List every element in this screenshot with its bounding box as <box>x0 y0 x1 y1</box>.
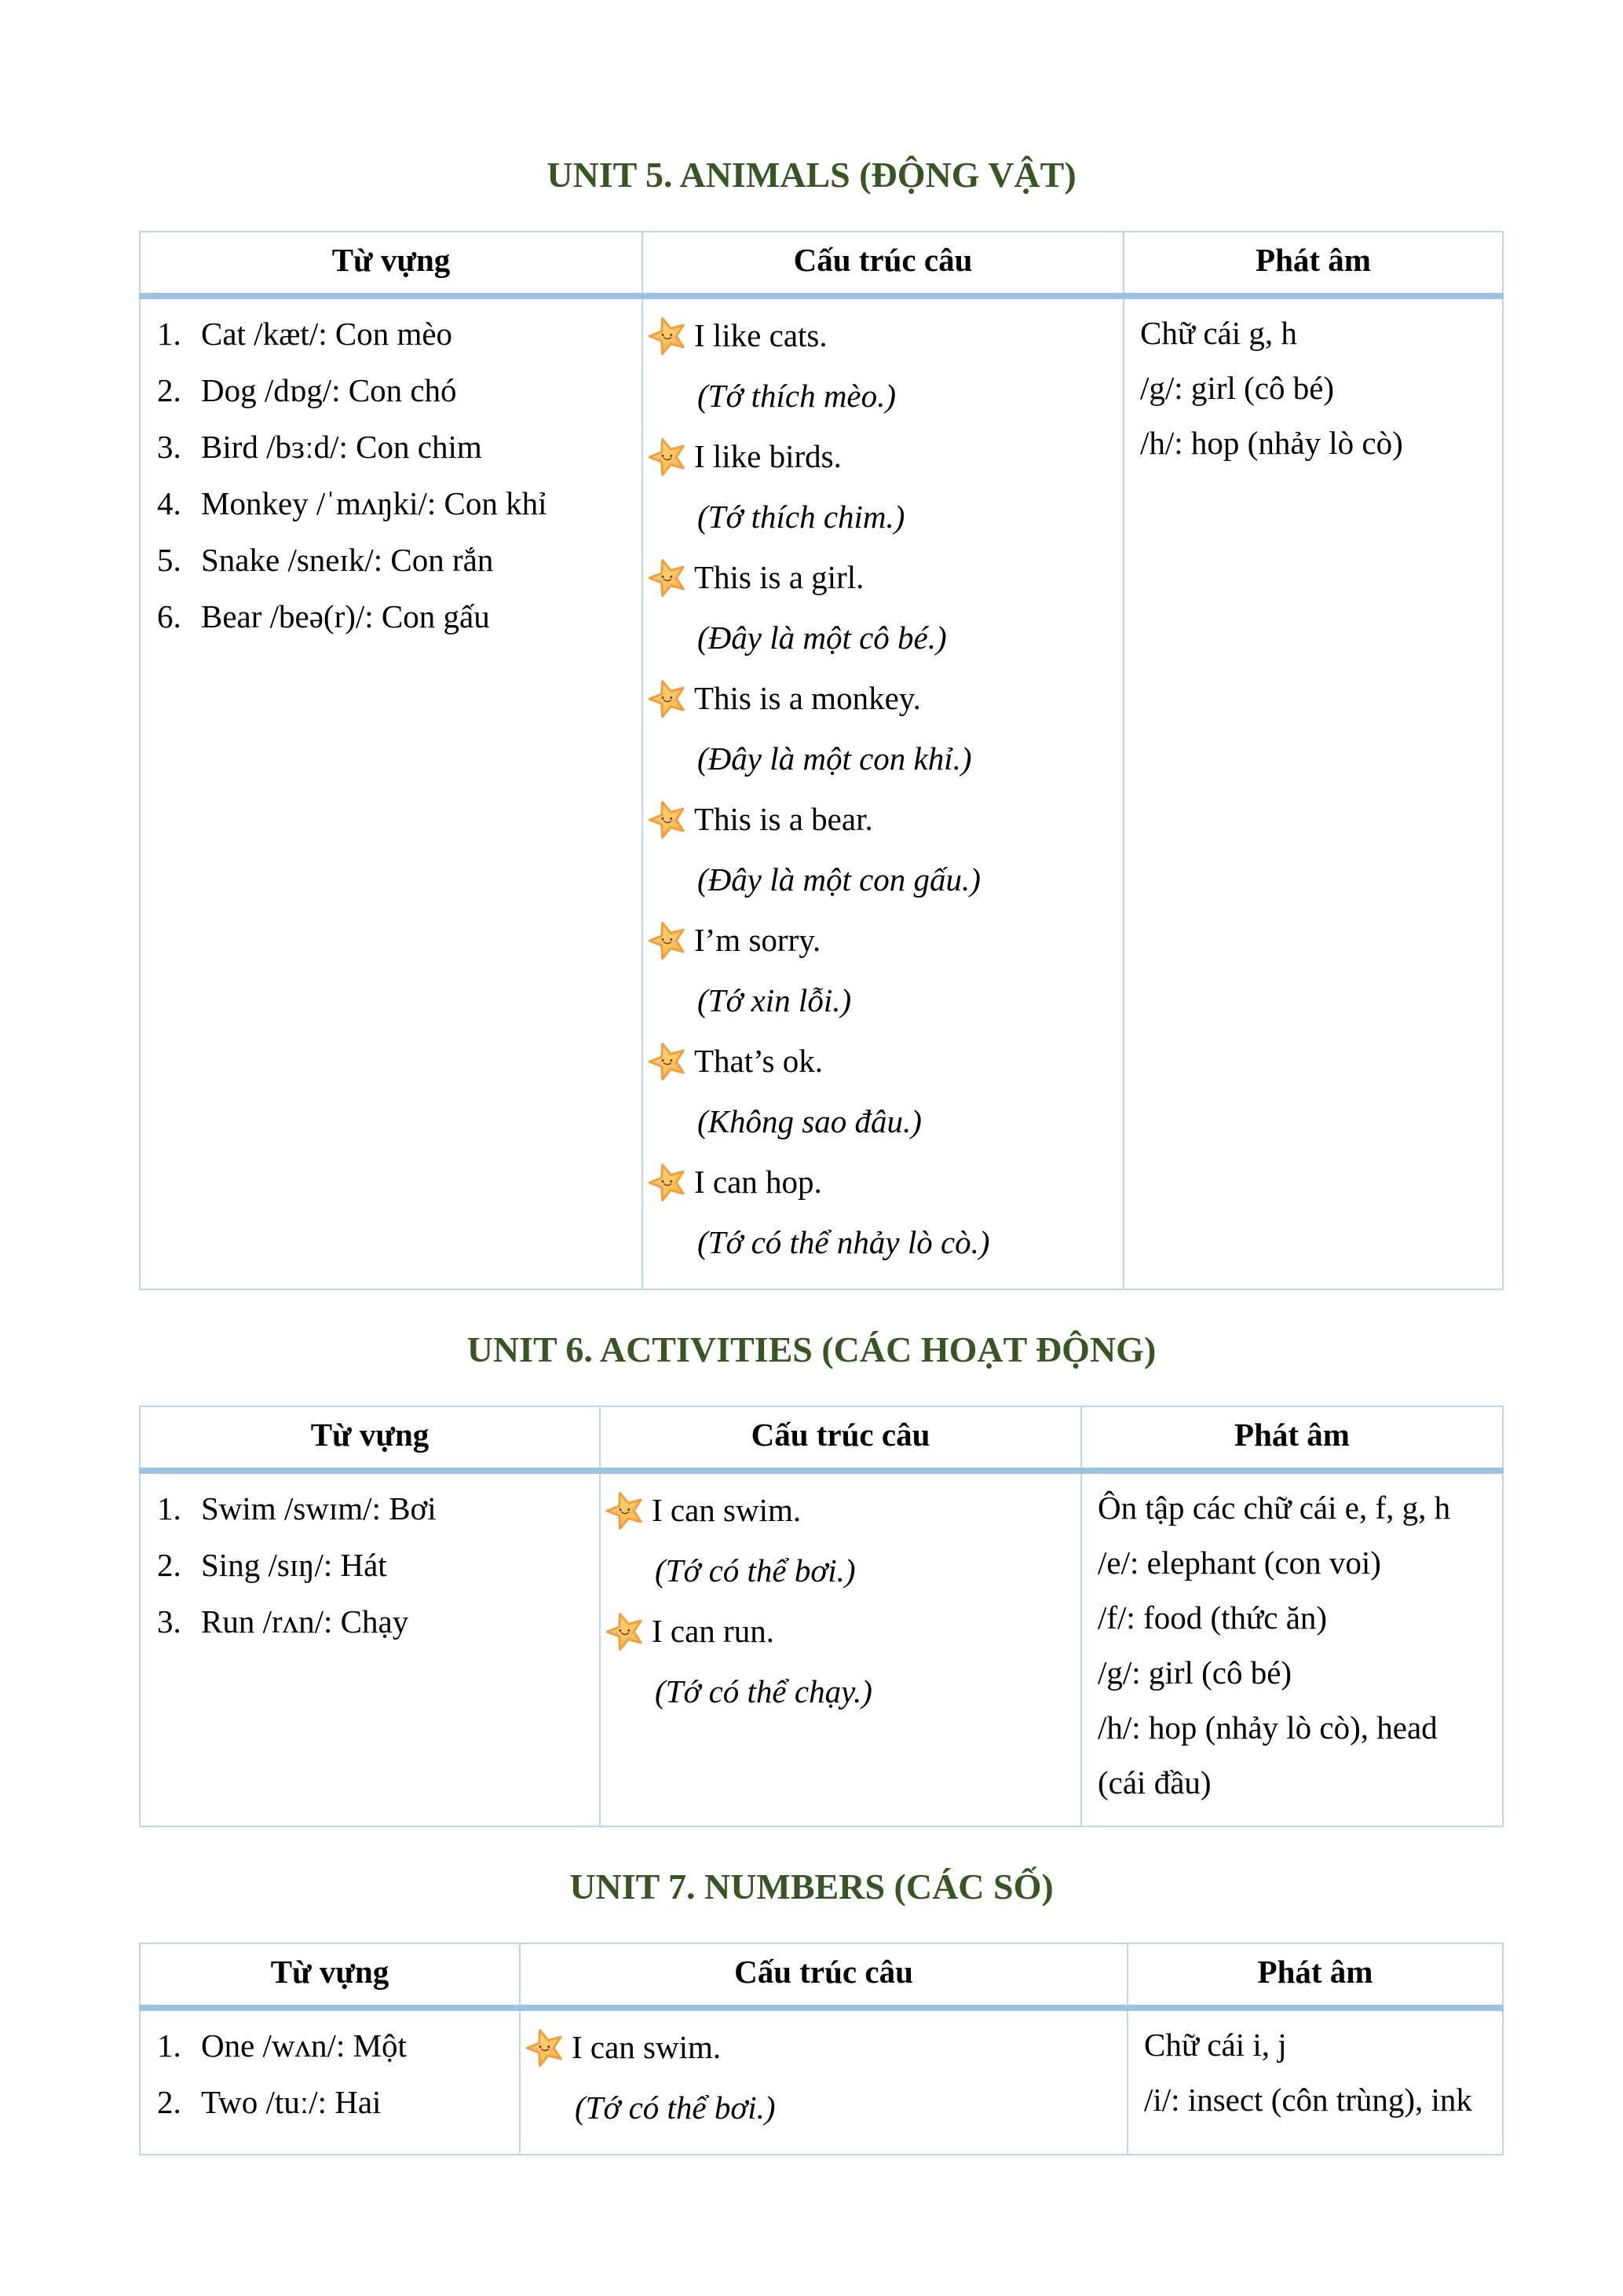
unit-table <box>139 231 1504 1290</box>
structure-vietnamese: (Không sao đâu.) <box>697 1103 922 1140</box>
structure-item <box>647 910 1120 1031</box>
vocab-text: Dog /dɒg/: Con chó <box>201 371 457 408</box>
vocab-item <box>157 305 634 362</box>
vocab-item <box>157 2074 511 2130</box>
structure-vietnamese: (Tớ có thể bơi.) <box>575 2089 776 2126</box>
vocab-item <box>157 419 634 475</box>
structure-vietnamese: (Đây là một cô bé.) <box>697 620 947 656</box>
unit-title: UNIT 7. NUMBERS (CÁC SỐ) <box>569 1866 1054 1907</box>
column-header-pronunciation: Phát âm <box>1128 1943 1503 2008</box>
vocab-item <box>157 1480 591 1537</box>
structure-english: That’s ok. <box>694 1043 823 1080</box>
pronunciation-line: /h/: hop (nhảy lò cò) <box>1140 424 1403 461</box>
vocab-text: Monkey /ˈmʌŋki/: Con khỉ <box>201 484 547 521</box>
vocab-text: Bird /bɜːd/: Con chim <box>201 428 482 465</box>
column-header-structure: Cấu trúc câu <box>520 1943 1128 2008</box>
star-icon <box>647 556 689 598</box>
vocab-item <box>157 2017 511 2074</box>
vocab-text: Sing /sɪŋ/: Hát <box>201 1546 387 1583</box>
vocab-number: 2. <box>157 1546 181 1583</box>
structure-vietnamese: (Đây là một con khỉ.) <box>697 740 972 777</box>
vocab-number: 1. <box>157 315 181 352</box>
structure-english: I can hop. <box>694 1164 822 1201</box>
unit-section-5 <box>0 155 1623 1290</box>
star-icon <box>647 1161 689 1203</box>
pronunciation-line: /f/: food (thức ăn) <box>1098 1599 1328 1636</box>
pronunciation-cell <box>1128 2008 1503 2155</box>
table-body-row <box>140 296 1503 1289</box>
star-icon <box>605 1610 647 1652</box>
vocab-item <box>157 362 634 419</box>
star-icon <box>647 435 689 477</box>
structure-item <box>647 668 1120 789</box>
vocab-number: 2. <box>157 2083 181 2120</box>
structure-item <box>647 426 1120 547</box>
vocab-text: Run /rʌn/: Chạy <box>201 1603 409 1640</box>
star-icon <box>525 2026 567 2068</box>
pronunciation-line: Chữ cái g, h <box>1140 314 1297 351</box>
pronunciation-line: /h/: hop (nhảy lò cò), head (cái đầu) <box>1098 1709 1438 1801</box>
vocabulary-cell <box>140 1471 600 1826</box>
structure-vietnamese: (Tớ xin lỗi.) <box>697 982 852 1019</box>
structure-item <box>647 1031 1120 1152</box>
vocab-text: Swim /swɪm/: Bơi <box>201 1490 437 1526</box>
pronunciation-line: /g/: girl (cô bé) <box>1140 369 1335 406</box>
pronunciation-line: Chữ cái i, j <box>1144 2026 1287 2063</box>
structures-cell <box>520 2008 1128 2155</box>
column-header-pronunciation: Phát âm <box>1081 1406 1503 1471</box>
structure-english: I can run. <box>652 1613 774 1650</box>
star-icon <box>647 798 689 840</box>
structure-english: This is a girl. <box>694 559 865 596</box>
table-header-row <box>140 1943 1503 2008</box>
vocab-item <box>157 588 634 645</box>
pronunciation-line: /i/: insect (côn trùng), ink <box>1144 2081 1472 2118</box>
structure-item <box>525 2017 1124 2138</box>
structure-item <box>647 547 1120 668</box>
unit-table <box>139 1943 1504 2155</box>
structure-vietnamese: (Tớ có thể nhảy lò cò.) <box>697 1224 990 1261</box>
vocab-number: 5. <box>157 541 181 578</box>
pronunciation-cell <box>1124 296 1503 1289</box>
structure-vietnamese: (Tớ thích chim.) <box>697 499 905 536</box>
vocab-text: Two /tuː/: Hai <box>201 2083 382 2120</box>
star-icon <box>647 1040 689 1082</box>
table-body-row <box>140 1471 1503 1826</box>
unit-title: UNIT 6. ACTIVITIES (CÁC HOẠT ĐỘNG) <box>466 1329 1157 1369</box>
structure-english: I can swim. <box>652 1492 802 1529</box>
column-header-pronunciation: Phát âm <box>1124 232 1503 296</box>
vocab-text: Bear /beə(r)/: Con gấu <box>201 598 490 634</box>
structure-vietnamese: (Tớ có thể chạy.) <box>655 1673 872 1710</box>
star-icon <box>647 677 689 719</box>
unit-title: UNIT 5. ANIMALS (ĐỘNG VẬT) <box>546 155 1077 195</box>
unit-table <box>139 1406 1504 1827</box>
vocabulary-cell <box>140 296 642 1289</box>
structure-item <box>605 1480 1077 1601</box>
vocab-number: 4. <box>157 484 181 521</box>
unit-section-7 <box>0 1866 1623 2155</box>
unit-section-6 <box>0 1329 1623 1827</box>
vocab-text: One /wʌn/: Một <box>201 2027 407 2064</box>
structure-item <box>647 1152 1120 1273</box>
vocabulary-cell <box>140 2008 520 2155</box>
column-header-vocabulary: Từ vựng <box>140 1943 520 2008</box>
structure-vietnamese: (Tớ có thể bơi.) <box>655 1552 856 1589</box>
structure-english: I like birds. <box>694 438 842 475</box>
structure-english: I can swim. <box>572 2029 722 2066</box>
star-icon <box>647 314 689 356</box>
structure-item <box>647 305 1120 426</box>
pronunciation-cell <box>1081 1471 1503 1826</box>
vocab-item <box>157 532 634 588</box>
structure-item <box>605 1601 1077 1722</box>
structure-item <box>647 789 1120 910</box>
vocab-number: 1. <box>157 2027 181 2064</box>
column-header-vocabulary: Từ vựng <box>140 1406 600 1471</box>
structure-english: This is a monkey. <box>694 680 921 717</box>
pronunciation-line: Ôn tập các chữ cái e, f, g, h <box>1098 1489 1451 1526</box>
star-icon <box>647 919 689 961</box>
table-header-row <box>140 1406 1503 1471</box>
table-header-row <box>140 232 1503 296</box>
vocab-item <box>157 1537 591 1593</box>
vocab-item <box>157 1593 591 1650</box>
structures-cell <box>600 1471 1081 1826</box>
structure-english: This is a bear. <box>694 801 873 838</box>
structure-vietnamese: (Đây là một con gấu.) <box>697 861 981 898</box>
star-icon <box>605 1489 647 1531</box>
column-header-vocabulary: Từ vựng <box>140 232 642 296</box>
vocab-text: Snake /sneɪk/: Con rắn <box>201 541 494 578</box>
vocab-number: 3. <box>157 1603 181 1640</box>
vocab-number: 3. <box>157 428 181 465</box>
pronunciation-line: /e/: elephant (con voi) <box>1098 1544 1381 1581</box>
structure-vietnamese: (Tớ thích mèo.) <box>697 378 897 415</box>
vocab-text: Cat /kæt/: Con mèo <box>201 315 453 352</box>
column-header-structure: Cấu trúc câu <box>642 232 1124 296</box>
structure-english: I like cats. <box>694 317 828 354</box>
table-body-row <box>140 2008 1503 2155</box>
vocab-number: 6. <box>157 598 181 634</box>
vocab-item <box>157 475 634 532</box>
column-header-structure: Cấu trúc câu <box>600 1406 1081 1471</box>
pronunciation-line: /g/: girl (cô bé) <box>1098 1654 1292 1691</box>
vocab-number: 1. <box>157 1490 181 1526</box>
structures-cell <box>642 296 1124 1289</box>
structure-english: I’m sorry. <box>694 922 821 959</box>
vocab-number: 2. <box>157 371 181 408</box>
